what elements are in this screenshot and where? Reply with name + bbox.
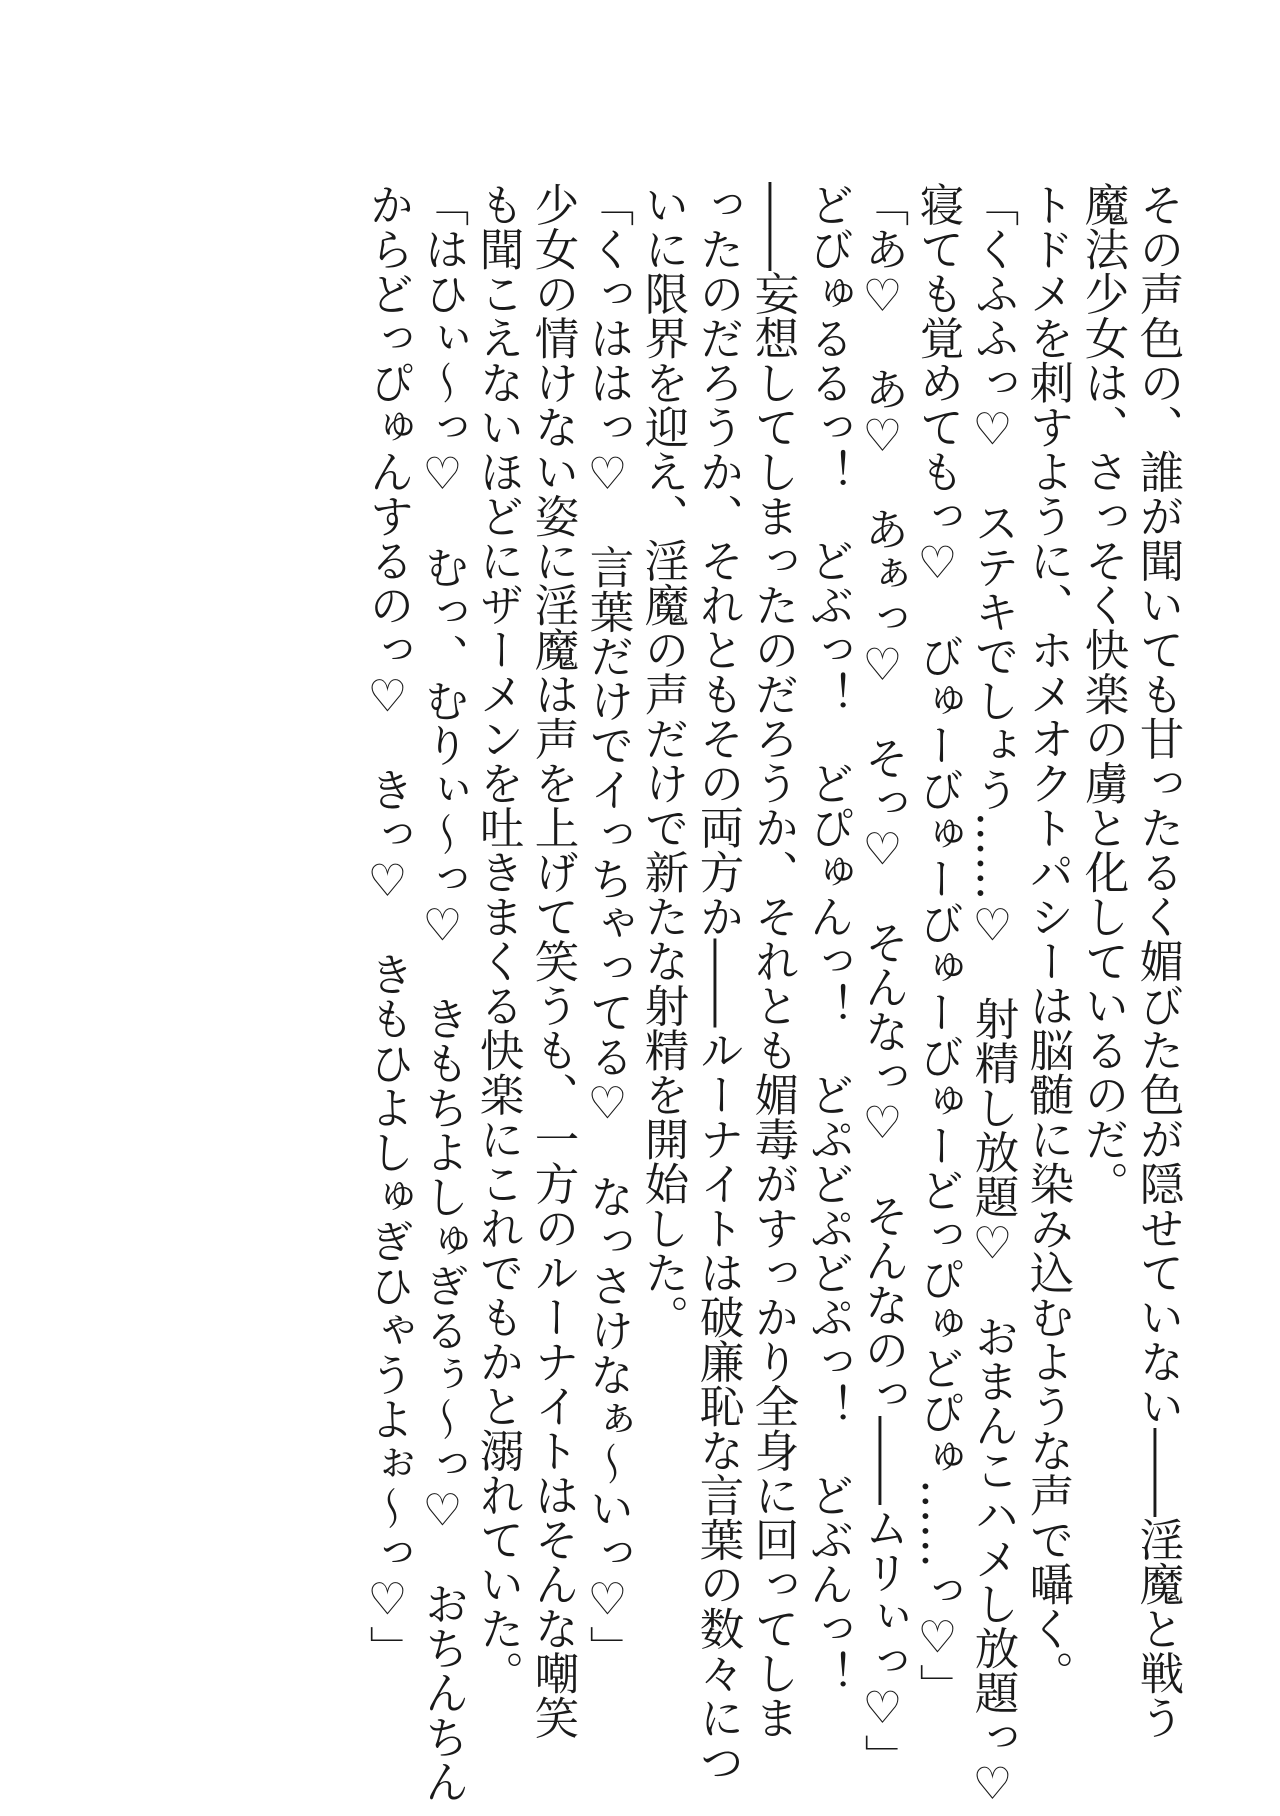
text-line: ――妄想してしまったのだろうか、それとも媚毒がすっかり全身に回ってしま xyxy=(747,182,798,1740)
text-line: その声色の、誰が聞いても甘ったるく媚びた色が隠せていない――淫魔と戦う xyxy=(1132,182,1183,1740)
text-line: 少女の情けない姿に淫魔は声を上げて笑うも、一方のルーナイトはそんな嘲笑 xyxy=(527,182,578,1740)
text-line: 「くふふっ♡ ステキでしょう……♡ 射精し放題♡ おまんこハメし放題っ♡ xyxy=(967,182,1018,1810)
text-line: ったのだろうか、それともその両方か――ルーナイトは破廉恥な言葉の数々につ xyxy=(692,182,743,1784)
text-line: どびゅるるっ！ どぶっ！ どぴゅんっ！ どぷどぷどぷっ！ どぶんっ！ xyxy=(802,182,853,1695)
text-line: からどっぴゅんするのっ♡ きっ♡ きもひよしゅぎひゃうよぉ～っ♡」 xyxy=(362,182,413,1670)
text-line: 「あ♡ あ♡ あぁっ♡ そっ♡ そんなっ♡ そんなのっ――ムリぃっ♡」 xyxy=(857,182,908,1779)
text-line: いに限界を迎え、淫魔の声だけで新たな射精を開始した。 xyxy=(637,182,688,1339)
text-line: 「くっははっ♡ 言葉だけでイっちゃってる♡ なっさけなぁ～いっ♡」 xyxy=(582,182,633,1670)
text-line: も聞こえないほどにザーメンを吐きまくる快楽にこれでもかと溺れていた。 xyxy=(472,182,523,1695)
text-line: 「はひぃ～っ♡ むっ、むりぃ～っ♡ きもちよしゅぎるぅ～っ♡ おちんちん xyxy=(417,182,468,1804)
text-line: 寝ても覚めてもっ♡ びゅーびゅーびゅーびゅーどっぴゅどぴゅ……っ♡」 xyxy=(912,182,963,1708)
text-line: 魔法少女は、さっそく快楽の虜と化しているのだ。 xyxy=(1077,182,1128,1206)
text-line: トドメを刺すように、ホメオクトパシーは脳髄に染み込むような声で囁く。 xyxy=(1022,182,1073,1695)
vertical-text-block xyxy=(360,182,1185,1810)
